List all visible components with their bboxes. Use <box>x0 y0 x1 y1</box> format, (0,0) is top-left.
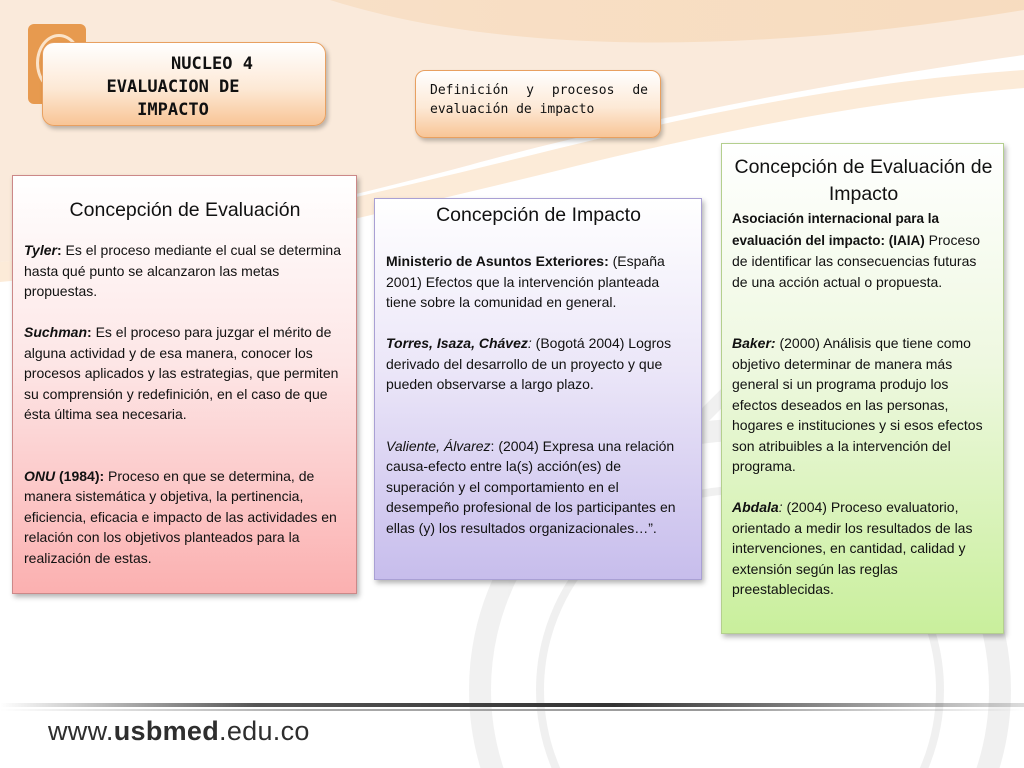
title-line: IMPACTO <box>137 100 209 120</box>
entry-author: Baker: <box>732 335 776 351</box>
card-concepcion-evaluacion <box>12 175 357 594</box>
entry-valiente: Valiente, Álvarez: (2004) Expresa una relación causa-efecto entre la(s) acción(es) de superación y el comportamiento en el desempeño profesional de los participantes en ellas (y) los resultados organizacionales…”. <box>386 437 676 536</box>
card-title: Concepción de Impacto <box>436 204 641 226</box>
card-title: Concepción de Evaluación de Impacto <box>734 156 993 205</box>
page-title <box>42 42 326 126</box>
entry-text: (2000) Análisis que tiene como objetivo determinar de manera más general si un programa produjo los efectos deseados en las personas, hogares e instituciones y si esos efectos son atribuibles a la intervención del programa. <box>732 335 983 474</box>
entry-text: Es el proceso para juzgar el mérito de alguna actividad y de esa manera, conocer los procesos aplicados y las estrategias, que permiten su comprensión y redefinición, en el caso de que ésta última sea necesaria. <box>24 324 339 422</box>
footer-divider <box>0 703 1024 707</box>
entry-text: Proceso en que se determina, de manera sistemática y objetiva, la pertinencia, eficiencia, eficacia e impacto de las actividades en relación con los objetivos planteados para la realización de estas. <box>24 467 337 566</box>
entry-author: Valiente, Álvarez <box>386 437 491 454</box>
title-line: NUCLEO 4 <box>171 54 253 74</box>
entry-text: (España 2001) Efectos que la intervención planteada tiene sobre la comunidad en general. <box>386 253 665 310</box>
entry-text: Proceso de identificar las consecuencias futuras de una acción actual o propuesta. <box>732 231 981 290</box>
entry-text: (2004) Expresa una relación causa-efecto entre la(s) acción(es) de superación y el comportamiento en el desempeño profesional de los participantes en ellas (y) los resultados organizacionales…”. <box>386 437 676 536</box>
entry-text: (2004) Proceso evaluatorio, orientado a medir los resultados de las intervenciones, en cantidad, calidad y extensión según las reglas preestablecidas. <box>732 499 973 597</box>
entry-author: ONU <box>24 467 56 484</box>
entry-suchman: Suchman: Es el proceso para juzgar el mérito de alguna actividad y de esa manera, conocer los procesos aplicados y las estrategias, que permiten su comprensión y redefinición, en el caso de que ésta última sea necesaria. <box>24 324 339 422</box>
entry-tyler: Tyler: Es el proceso mediante el cual se determina hasta qué punto se alcanzaron las metas propuestas. <box>24 242 341 299</box>
definition-box: Definición y procesos de evaluación de impacto <box>415 70 661 138</box>
entry-text: Es el proceso mediante el cual se determina hasta qué punto se alcanzaron las metas propuestas. <box>24 242 341 299</box>
entry-baker <box>732 333 995 477</box>
entry-torres: Torres, Isaza, Chávez: (Bogotá 2004) Logros derivado del desarrollo de un proyecto y que pueden observarse a largo plazo. <box>386 335 672 392</box>
entry-author: Suchman <box>24 324 88 340</box>
entry-author: Abdala <box>732 499 779 515</box>
entry-ministerio <box>386 251 691 313</box>
entry-author: Asociación internacional para la evaluación del impacto: (IAIA) <box>732 211 940 248</box>
entry-author: Torres, Isaza, Chávez <box>386 335 528 351</box>
footer-divider-thin <box>0 709 1024 711</box>
entry-author: Tyler <box>24 242 57 258</box>
entry-iaia <box>732 208 995 292</box>
entry-abdala: Abdala: (2004) Proceso evaluatorio, orientado a medir los resultados de las intervenciones, en cantidad, calidad y extensión según las reglas preestablecidas. <box>732 499 973 597</box>
title-line: EVALUACION DE <box>106 77 240 97</box>
card-concepcion-evaluacion-impacto <box>721 143 1004 634</box>
entry-author: Ministerio de Asuntos Exteriores: <box>386 253 609 269</box>
entry-text: (Bogotá 2004) Logros derivado del desarrollo de un proyecto y que pueden observarse a largo plazo. <box>386 335 672 392</box>
footer-url[interactable]: www.usbmed.edu.co <box>48 716 310 746</box>
entry-onu: ONU (1984): Proceso en que se determina, de manera sistemática y objetiva, la pertinencia, eficiencia, eficacia e impacto de las actividades en relación con los objetivos planteados para la realización de estas. <box>24 467 337 566</box>
card-title: Concepción de Evaluación <box>69 199 301 221</box>
card-concepcion-impacto <box>374 198 702 580</box>
